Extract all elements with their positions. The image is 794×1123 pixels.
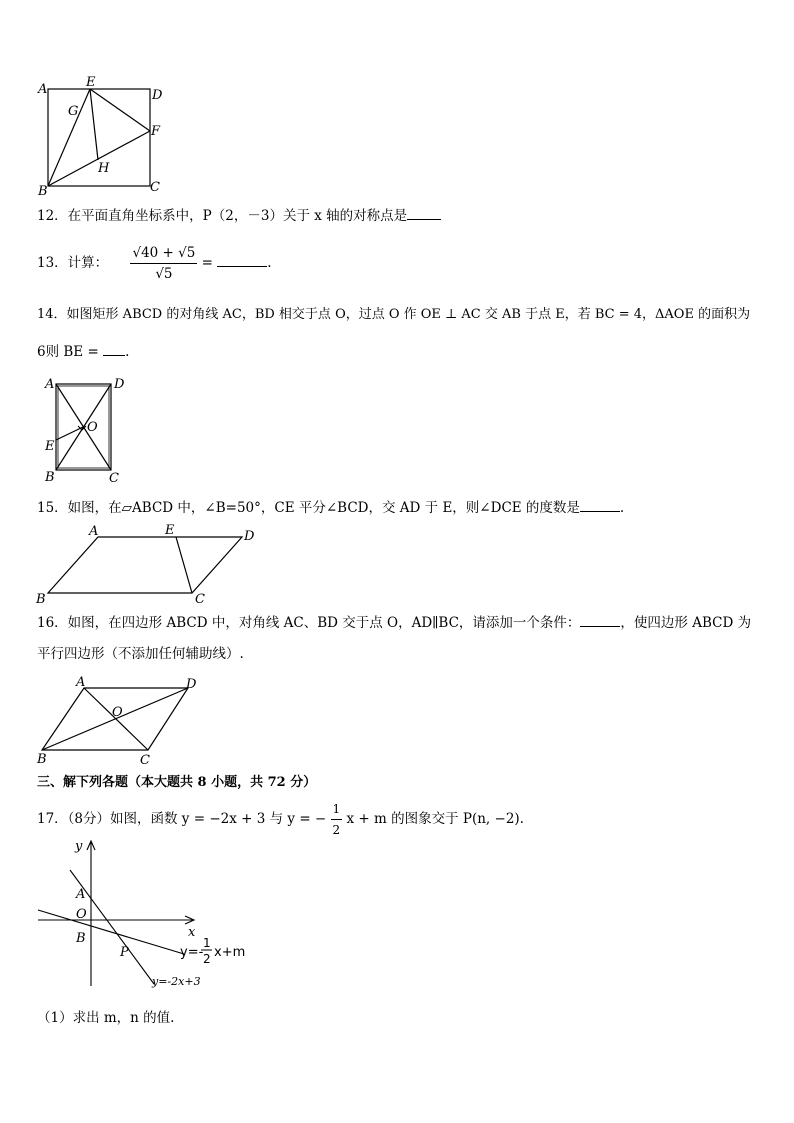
label-f: F (151, 124, 161, 139)
answer-blank-15[interactable] (580, 511, 620, 512)
question-15-text: 15．如图，在▱ABCD 中，∠B=50°，CE 平分∠BCD，交 AD 于 E，则∠DCE 的度数是 (37, 500, 580, 516)
label-b: B (37, 752, 47, 767)
line1-label-a: y=- (180, 945, 204, 960)
question-13-fraction (130, 243, 197, 284)
question-14-line1 (37, 306, 750, 324)
label-a: A (76, 887, 86, 902)
question-15-end: . (619, 500, 625, 516)
label-c: C (150, 180, 160, 195)
label-g: G (68, 104, 79, 119)
label-d: D (244, 529, 255, 544)
fraction-numerator: √40 + √5 (130, 243, 197, 264)
question-17-fraction (331, 799, 343, 840)
label-b: B (76, 931, 86, 946)
fraction-denominator: √5 (155, 266, 173, 282)
label-p: P (120, 945, 129, 960)
line2-label: y=-2x+3 (152, 975, 201, 988)
label-a: A (38, 82, 48, 97)
question-14-end: . (125, 344, 130, 360)
question-12-text: 12．在平面直角坐标系中，P（2，－3）关于 x 轴的对称点是 (37, 208, 408, 224)
answer-blank-14[interactable] (103, 355, 125, 356)
question-16-text-b: ，使四边形 ABCD 为 (620, 615, 752, 631)
label-b: B (45, 470, 55, 485)
label-c: C (109, 471, 119, 486)
question-17 (37, 799, 524, 840)
label-e: E (86, 75, 96, 90)
question-16-line2 (37, 645, 244, 663)
x-axis-label: x (188, 925, 196, 940)
figure-square-abcd (36, 74, 166, 199)
answer-blank-13[interactable] (217, 266, 267, 267)
line1-label-num: 1 (203, 936, 211, 950)
label-d: D (114, 377, 125, 392)
line1-label-b: x+m (214, 945, 246, 960)
question-13-prefix: 13．计算： (37, 255, 109, 271)
question-12 (37, 207, 441, 225)
question-13 (37, 243, 272, 284)
figure-quadrilateral-16 (34, 674, 214, 768)
figure-graph-17 (34, 836, 254, 996)
question-16-line1 (37, 614, 751, 632)
label-c: C (140, 753, 150, 768)
question-15 (37, 499, 624, 517)
question-14-text: 14．如图矩形 ABCD 的对角线 AC，BD 相交于点 O，过点 O 作 OE ⊥ AC 交 AB 于点 E，若 BC = 4，ΔAOE 的面积为 (37, 307, 751, 322)
y-axis-label: y (75, 839, 83, 854)
question-17-part1-text: （1）求出 m，n 的值. (37, 1010, 175, 1026)
section-3-heading (37, 774, 316, 792)
label-a: A (89, 524, 99, 539)
fraction-denominator: 2 (332, 823, 341, 837)
question-17-prefix: 17．（8分）如图，函数 y = −2x + 3 与 y = − (37, 811, 327, 827)
question-16-text-a: 16．如图，在四边形 ABCD 中，对角线 AC、BD 交于点 O，AD∥BC，请添加一个条件： (37, 615, 581, 631)
label-a: A (76, 675, 86, 690)
question-14-line2 (37, 343, 129, 361)
label-e: E (165, 523, 175, 538)
question-17-part1 (37, 1009, 174, 1027)
question-17-suffix: x + m 的图象交于 P(n, −2). (346, 811, 524, 827)
answer-blank-16[interactable] (580, 626, 620, 627)
label-d: D (152, 88, 163, 103)
figure-rectangle-abcd (40, 374, 135, 486)
label-h: H (98, 161, 110, 176)
label-b: B (38, 184, 48, 199)
label-b: B (36, 592, 46, 607)
label-o: O (87, 420, 98, 435)
question-16-line2-text: 平行四边形（不添加任何辅助线）. (37, 646, 244, 662)
answer-blank-12[interactable] (407, 219, 441, 220)
label-o: O (112, 705, 123, 720)
label-d: D (186, 677, 197, 692)
section-3-title: 三、解下列各题（本大题共 8 小题，共 72 分） (37, 775, 317, 790)
question-14-line2-prefix: 6则 BE = (37, 344, 99, 360)
label-c: C (195, 592, 205, 607)
fraction-numerator: 1 (331, 799, 343, 820)
equals-sign: = (201, 255, 213, 271)
figure-parallelogram-15 (34, 520, 264, 608)
line1-label-den: 2 (203, 952, 211, 966)
label-o: O (76, 907, 87, 922)
question-13-end: . (267, 255, 272, 271)
label-a: A (45, 377, 55, 392)
label-e: E (45, 439, 55, 454)
